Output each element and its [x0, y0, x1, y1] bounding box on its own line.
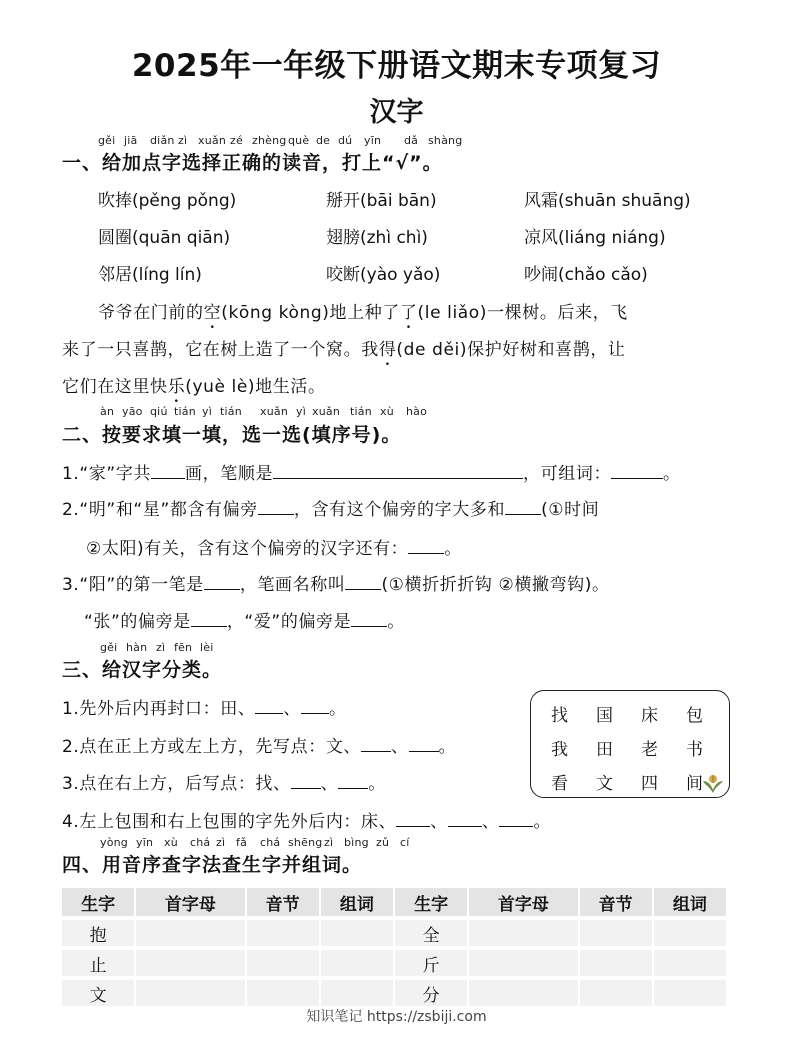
question-3-2 — [62, 732, 456, 757]
question-text: 3.点在右上方，后写点：找、 — [62, 774, 291, 794]
column-header: 组词 — [321, 888, 393, 916]
question-2-3-cont — [84, 607, 405, 632]
pinyin-syllable: diǎn — [150, 134, 175, 147]
question-text: 4.左上包围和右上包围的字先外后内：床、 — [62, 812, 397, 832]
word-text: 风霜 — [524, 191, 558, 211]
question-text: 。 — [444, 539, 462, 559]
page-title: 2025年一年级下册语文期末专项复习 — [131, 48, 662, 84]
table-cell[interactable] — [654, 950, 726, 976]
passage-text: 它们在这里快 — [62, 377, 168, 397]
table-cell[interactable] — [321, 950, 393, 976]
column-header: 音节 — [580, 888, 652, 916]
section4-heading: 四、用音序查字法查生字并组词。 — [62, 854, 363, 876]
passage-text: (le liǎo)一棵树。后来，飞 — [417, 303, 628, 323]
question-2-3 — [62, 570, 610, 595]
question-2-2 — [62, 495, 599, 520]
question-text: ，笔画名称叫 — [239, 575, 346, 595]
character-row — [531, 701, 735, 726]
column-header: 生字 — [395, 888, 467, 916]
column-header: 首字母 — [136, 888, 244, 916]
word-option — [326, 223, 428, 248]
pinyin-options: (liáng niáng) — [558, 228, 666, 248]
table-cell[interactable] — [580, 920, 652, 946]
table-row — [62, 920, 726, 946]
pinyin-syllable: yīn — [364, 134, 382, 147]
table-cell[interactable] — [136, 980, 244, 1006]
separator: 、 — [430, 812, 448, 832]
pinyin-options: (yào yǎo) — [360, 265, 441, 285]
question-text: 。 — [387, 612, 405, 632]
table-cell[interactable] — [247, 950, 319, 976]
pinyin-syllable: chá — [260, 836, 281, 849]
question-text: (①时间 — [541, 500, 600, 520]
separator: 、 — [481, 812, 500, 832]
pinyin-syllable: yòng — [100, 836, 128, 849]
dotted-char: 空 — [203, 303, 222, 323]
table-cell[interactable] — [321, 920, 393, 946]
column-header: 音节 — [247, 888, 319, 916]
pinyin-syllable: zì — [324, 836, 334, 849]
separator: 、 — [283, 699, 302, 719]
pinyin-syllable: xuǎn — [260, 405, 288, 418]
answer-blank[interactable] — [338, 771, 368, 789]
character: 文 — [596, 774, 613, 794]
pinyin-syllable: qiú — [150, 405, 168, 418]
pinyin-syllable: xù — [380, 405, 394, 418]
page-subtitle: 汉字 — [369, 97, 424, 128]
section2-heading: 二、按要求填一填，选一选(填序号)。 — [62, 424, 402, 446]
question-2-1 — [62, 459, 681, 484]
answer-blank[interactable] — [361, 734, 391, 752]
pinyin-syllable: chá — [190, 836, 211, 849]
pinyin-syllable: yīn — [136, 836, 154, 849]
pinyin-syllable: zhèng — [252, 134, 287, 147]
word-option — [98, 260, 202, 285]
answer-blank[interactable] — [273, 461, 523, 479]
character: 书 — [686, 740, 703, 760]
pinyin-syllable: lèi — [200, 641, 214, 654]
character: 包 — [686, 706, 703, 726]
table-cell[interactable] — [469, 980, 577, 1006]
answer-blank[interactable] — [258, 497, 294, 515]
question-text: ②太阳)有关，含有这个偏旁的汉字还有： — [86, 539, 409, 559]
question-3-3 — [62, 769, 386, 794]
pinyin-syllable: xuǎn — [198, 134, 226, 147]
period: 。 — [368, 774, 386, 794]
dotted-char: 乐 — [167, 377, 186, 397]
table-header-row — [62, 888, 726, 916]
pinyin-syllable: gěi — [100, 641, 118, 654]
passage-line — [62, 335, 626, 370]
word-text: 圆圈 — [98, 228, 132, 248]
passage-text: (de děi)保护好树和喜鹊，让 — [396, 340, 626, 360]
pinyin-options: (bāi bān) — [360, 191, 437, 211]
word-text: 掰开 — [326, 191, 360, 211]
table-cell[interactable] — [136, 950, 244, 976]
passage-line — [62, 372, 326, 407]
pinyin-syllable: fēn — [174, 641, 193, 654]
answer-blank[interactable] — [448, 809, 482, 827]
answer-blank[interactable] — [255, 696, 283, 714]
pinyin-options: (líng lín) — [132, 265, 202, 285]
question-text: ，可组词： — [523, 464, 612, 484]
pinyin-syllable: hào — [406, 405, 428, 418]
character: 四 — [641, 774, 658, 794]
word-option — [326, 186, 437, 211]
dotted-char: 得 — [378, 340, 397, 360]
separator: 、 — [320, 774, 339, 794]
question-2-2-cont — [86, 534, 462, 559]
answer-blank[interactable] — [191, 609, 227, 627]
footer-watermark: 知识笔记 https://zsbiji.com — [306, 1009, 487, 1025]
separator: 、 — [391, 737, 409, 757]
character-row — [531, 735, 735, 760]
passage-text: 来了一只喜鹊，它在树上造了一个窝。我 — [62, 340, 379, 360]
pinyin-options: (zhì chì) — [360, 228, 428, 248]
pinyin-syllable: shēng — [288, 836, 323, 849]
pinyin-syllable: xù — [164, 836, 178, 849]
word-text: 凉风 — [524, 228, 558, 248]
answer-blank[interactable] — [611, 461, 663, 479]
table-cell: 止 — [62, 950, 134, 976]
question-text: (①横折折折钩 ②横撇弯钩)。 — [381, 575, 610, 595]
passage-text: (kōng kòng)地上种了 — [221, 303, 400, 323]
character: 间 — [686, 774, 703, 794]
pinyin-options: (quān qiān) — [132, 228, 231, 248]
question-3-1 — [62, 694, 347, 719]
pinyin-options: (shuān shuāng) — [558, 191, 691, 211]
pinyin-syllable: yāo — [122, 405, 143, 418]
table-cell[interactable] — [247, 920, 319, 946]
table-cell[interactable] — [654, 980, 726, 1006]
table-cell[interactable] — [580, 980, 652, 1006]
passage-text: 爷爷在门前的 — [98, 303, 204, 323]
pinyin-syllable: dú — [338, 134, 353, 147]
word-option — [98, 186, 236, 211]
lookup-table — [60, 884, 728, 1010]
pinyin-syllable: zì — [156, 641, 166, 654]
pinyin-syllable: què — [288, 134, 310, 147]
word-option — [326, 260, 440, 285]
question-3-4 — [62, 807, 551, 832]
question-text: 3.“阳”的第一笔是 — [62, 575, 204, 595]
question-text: ，“爱”的偏旁是 — [226, 612, 352, 632]
question-text: “张”的偏旁是 — [84, 612, 191, 632]
character: 国 — [596, 706, 613, 726]
question-text: 1.“家”字共 — [62, 464, 152, 484]
period: 。 — [438, 737, 457, 757]
pinyin-syllable: shàng — [428, 134, 463, 147]
word-text: 吵闹 — [524, 265, 558, 285]
word-option — [98, 223, 230, 248]
dotted-char: 了 — [399, 303, 418, 323]
answer-blank[interactable] — [345, 572, 381, 590]
column-header: 首字母 — [469, 888, 577, 916]
answer-blank[interactable] — [409, 734, 439, 752]
section3-heading: 三、给汉字分类。 — [62, 659, 223, 681]
period: 。 — [329, 699, 347, 719]
table-cell: 全 — [395, 920, 467, 946]
pinyin-syllable: de — [316, 134, 331, 147]
pinyin-syllable: zǔ — [376, 836, 390, 849]
word-text: 吹捧 — [98, 191, 132, 211]
question-text: 画，笔顺是 — [185, 464, 274, 484]
pinyin-syllable: yì — [202, 405, 212, 418]
table-cell[interactable] — [247, 980, 319, 1006]
pinyin-syllable: àn — [100, 405, 115, 418]
table-cell[interactable] — [469, 950, 577, 976]
character: 我 — [551, 740, 568, 760]
answer-blank[interactable] — [396, 809, 430, 827]
character-box — [530, 690, 730, 798]
answer-blank[interactable] — [351, 609, 387, 627]
answer-blank[interactable] — [499, 809, 533, 827]
pinyin-syllable: xuǎn — [312, 405, 340, 418]
question-text: 2.点在正上方或左上方，先写点：文、 — [62, 737, 362, 757]
pinyin-syllable: yì — [296, 405, 306, 418]
pinyin-syllable: hàn — [126, 641, 148, 654]
character: 老 — [641, 740, 658, 760]
answer-blank[interactable] — [204, 572, 240, 590]
pinyin-syllable: tián — [350, 405, 372, 418]
column-header: 组词 — [654, 888, 726, 916]
pinyin-syllable: tián — [174, 405, 196, 418]
word-option — [524, 186, 691, 211]
table-cell[interactable] — [136, 920, 244, 946]
table-cell: 抱 — [62, 920, 134, 946]
answer-blank[interactable] — [291, 771, 321, 789]
section1-heading: 一、给加点字选择正确的读音，打上“√”。 — [62, 152, 443, 174]
table-cell[interactable] — [321, 980, 393, 1006]
table-cell[interactable] — [469, 920, 577, 946]
table-cell: 斤 — [395, 950, 467, 976]
character: 床 — [641, 706, 658, 726]
column-header: 生字 — [62, 888, 134, 916]
pinyin-options: (chǎo cǎo) — [558, 265, 648, 285]
pinyin-syllable: zì — [178, 134, 188, 147]
question-text: 1.先外后内再封口：田、 — [62, 699, 256, 719]
word-option — [524, 260, 648, 285]
pinyin-syllable: fǎ — [236, 836, 248, 849]
question-text: 。 — [663, 464, 681, 484]
table-cell: 分 — [395, 980, 467, 1006]
word-text: 邻居 — [98, 265, 132, 285]
pinyin-syllable: zì — [216, 836, 226, 849]
question-text: 2.“明”和“星”都含有偏旁 — [62, 500, 258, 520]
pinyin-syllable: tián — [220, 405, 242, 418]
pinyin-syllable: zé — [230, 134, 243, 147]
passage-line — [98, 298, 628, 333]
pinyin-syllable: gěi — [98, 134, 116, 147]
pinyin-syllable: dǎ — [404, 134, 419, 147]
question-text: ，含有这个偏旁的字大多和 — [293, 500, 506, 520]
sprout-icon — [701, 772, 725, 794]
table-cell: 文 — [62, 980, 134, 1006]
table-cell[interactable] — [654, 920, 726, 946]
word-text: 翅膀 — [326, 228, 360, 248]
answer-blank[interactable] — [505, 497, 541, 515]
answer-blank[interactable] — [408, 536, 444, 554]
character: 田 — [596, 740, 613, 760]
period: 。 — [533, 812, 552, 832]
table-cell[interactable] — [580, 950, 652, 976]
word-text: 咬断 — [326, 265, 360, 285]
answer-blank[interactable] — [151, 461, 185, 479]
character: 看 — [551, 774, 568, 794]
word-option — [524, 223, 666, 248]
pinyin-options: (pěng pǒng) — [132, 191, 237, 211]
character: 找 — [551, 706, 568, 726]
table-row — [62, 980, 726, 1006]
answer-blank[interactable] — [301, 696, 329, 714]
pinyin-syllable: bìng — [344, 836, 369, 849]
pinyin-syllable: cí — [400, 836, 410, 849]
table-row — [62, 950, 726, 976]
passage-text: (yuè lè)地生活。 — [185, 377, 326, 397]
pinyin-syllable: jiā — [124, 134, 138, 147]
